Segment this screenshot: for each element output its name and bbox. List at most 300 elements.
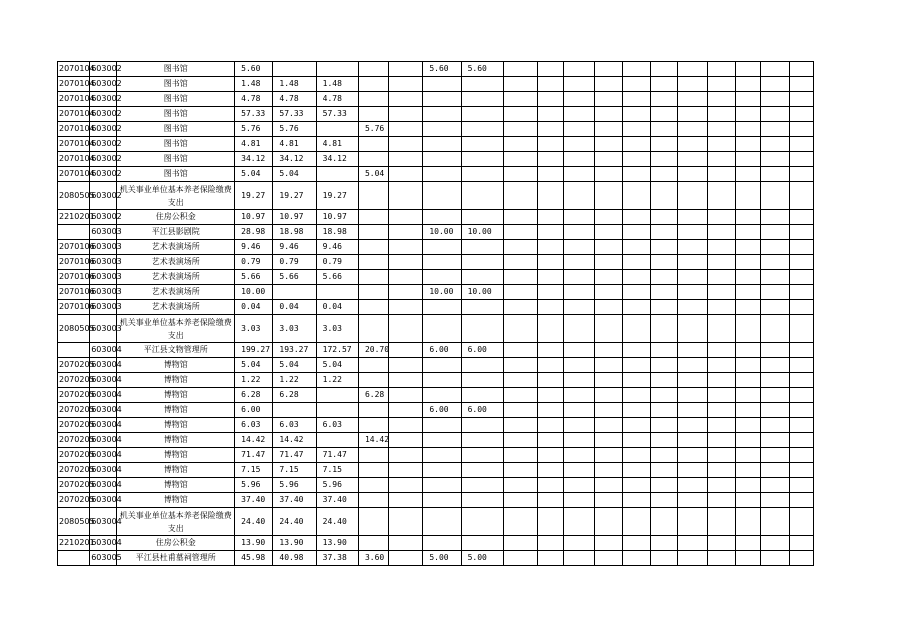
empty-cell <box>708 403 736 418</box>
empty-cell <box>503 508 537 536</box>
empty-cell <box>650 478 677 493</box>
amount-cell: 24.40 <box>273 508 316 536</box>
amount-cell <box>389 122 423 137</box>
amount-cell <box>389 62 423 77</box>
amount-cell <box>316 388 358 403</box>
empty-cell <box>503 240 537 255</box>
empty-cell <box>761 508 789 536</box>
empty-cell <box>564 240 595 255</box>
amount-cell <box>461 92 503 107</box>
empty-cell <box>503 152 537 167</box>
amount-cell: 57.33 <box>273 107 316 122</box>
empty-cell <box>564 508 595 536</box>
amount-cell: 1.48 <box>273 77 316 92</box>
table-row <box>58 210 814 225</box>
empty-cell <box>622 285 650 300</box>
empty-cell <box>622 403 650 418</box>
empty-cell <box>789 107 813 122</box>
amount-cell <box>316 122 358 137</box>
budget-table <box>57 61 814 566</box>
table-row <box>58 358 814 373</box>
empty-cell <box>677 107 707 122</box>
empty-cell <box>761 137 789 152</box>
empty-cell <box>503 62 537 77</box>
empty-cell <box>622 315 650 343</box>
org-code-cell: 603003 <box>90 315 117 343</box>
function-code-cell: 2070205 <box>58 418 90 433</box>
function-code-cell: 2070106 <box>58 300 90 315</box>
org-code-cell: 603004 <box>90 448 117 463</box>
empty-cell <box>677 463 707 478</box>
empty-cell <box>677 270 707 285</box>
amount-cell: 24.40 <box>235 508 273 536</box>
empty-cell <box>595 92 622 107</box>
empty-cell <box>622 536 650 551</box>
function-code-cell <box>58 551 90 566</box>
empty-cell <box>650 315 677 343</box>
amount-cell: 5.00 <box>423 551 461 566</box>
empty-cell <box>736 300 761 315</box>
empty-cell <box>708 433 736 448</box>
function-code-cell: 2070205 <box>58 478 90 493</box>
amount-cell <box>423 433 461 448</box>
empty-cell <box>538 107 564 122</box>
function-code-cell: 2070205 <box>58 358 90 373</box>
empty-cell <box>595 270 622 285</box>
empty-cell <box>708 240 736 255</box>
amount-cell: 5.04 <box>316 358 358 373</box>
amount-cell: 57.33 <box>316 107 358 122</box>
empty-cell <box>761 478 789 493</box>
amount-cell <box>358 300 388 315</box>
amount-cell <box>461 255 503 270</box>
empty-cell <box>622 107 650 122</box>
empty-cell <box>503 418 537 433</box>
empty-cell <box>650 77 677 92</box>
function-code-cell: 2210201 <box>58 536 90 551</box>
empty-cell <box>789 255 813 270</box>
item-name-cell: 艺术表演场所 <box>117 270 235 285</box>
empty-cell <box>761 152 789 167</box>
empty-cell <box>736 62 761 77</box>
function-code-cell: 2070205 <box>58 448 90 463</box>
empty-cell <box>595 448 622 463</box>
empty-cell <box>708 358 736 373</box>
amount-cell: 37.40 <box>235 493 273 508</box>
amount-cell <box>423 358 461 373</box>
table-row <box>58 270 814 285</box>
empty-cell <box>622 122 650 137</box>
empty-cell <box>761 225 789 240</box>
amount-cell <box>461 300 503 315</box>
amount-cell: 18.98 <box>273 225 316 240</box>
empty-cell <box>564 167 595 182</box>
amount-cell <box>358 373 388 388</box>
empty-cell <box>708 225 736 240</box>
empty-cell <box>538 210 564 225</box>
amount-cell: 13.90 <box>273 536 316 551</box>
amount-cell: 3.03 <box>316 315 358 343</box>
table-row <box>58 107 814 122</box>
empty-cell <box>761 62 789 77</box>
amount-cell <box>461 152 503 167</box>
org-code-cell: 603004 <box>90 403 117 418</box>
empty-cell <box>595 403 622 418</box>
amount-cell: 172.57 <box>316 343 358 358</box>
function-code-cell: 2070106 <box>58 240 90 255</box>
empty-cell <box>708 152 736 167</box>
empty-cell <box>789 285 813 300</box>
amount-cell <box>273 285 316 300</box>
amount-cell: 71.47 <box>273 448 316 463</box>
amount-cell: 18.98 <box>316 225 358 240</box>
empty-cell <box>595 240 622 255</box>
amount-cell <box>389 92 423 107</box>
table-row <box>58 122 814 137</box>
empty-cell <box>650 388 677 403</box>
function-code-cell: 2070104 <box>58 77 90 92</box>
empty-cell <box>736 463 761 478</box>
amount-cell: 57.33 <box>235 107 273 122</box>
item-name-cell: 住房公积金 <box>117 536 235 551</box>
amount-cell <box>389 536 423 551</box>
amount-cell <box>358 210 388 225</box>
amount-cell <box>423 240 461 255</box>
amount-cell: 45.98 <box>235 551 273 566</box>
amount-cell: 4.78 <box>273 92 316 107</box>
amount-cell <box>358 478 388 493</box>
empty-cell <box>761 493 789 508</box>
empty-cell <box>595 182 622 210</box>
empty-cell <box>595 300 622 315</box>
amount-cell <box>423 255 461 270</box>
empty-cell <box>538 62 564 77</box>
amount-cell <box>461 167 503 182</box>
amount-cell <box>389 77 423 92</box>
empty-cell <box>564 255 595 270</box>
table-row <box>58 433 814 448</box>
empty-cell <box>595 418 622 433</box>
empty-cell <box>761 107 789 122</box>
item-name-cell: 博物馆 <box>117 358 235 373</box>
empty-cell <box>677 137 707 152</box>
amount-cell: 5.76 <box>273 122 316 137</box>
item-name-cell: 住房公积金 <box>117 210 235 225</box>
empty-cell <box>595 285 622 300</box>
empty-cell <box>622 77 650 92</box>
empty-cell <box>503 358 537 373</box>
item-name-cell: 图书馆 <box>117 77 235 92</box>
empty-cell <box>650 536 677 551</box>
empty-cell <box>789 343 813 358</box>
empty-cell <box>677 448 707 463</box>
empty-cell <box>708 493 736 508</box>
empty-cell <box>503 210 537 225</box>
table-row <box>58 62 814 77</box>
empty-cell <box>538 225 564 240</box>
amount-cell <box>358 240 388 255</box>
item-name-cell: 图书馆 <box>117 107 235 122</box>
table-row <box>58 137 814 152</box>
amount-cell: 5.66 <box>235 270 273 285</box>
empty-cell <box>677 403 707 418</box>
amount-cell <box>423 107 461 122</box>
empty-cell <box>789 167 813 182</box>
amount-cell <box>461 122 503 137</box>
empty-cell <box>503 478 537 493</box>
empty-cell <box>622 373 650 388</box>
amount-cell: 7.15 <box>273 463 316 478</box>
empty-cell <box>789 536 813 551</box>
empty-cell <box>708 388 736 403</box>
empty-cell <box>564 551 595 566</box>
empty-cell <box>736 77 761 92</box>
empty-cell <box>650 433 677 448</box>
amount-cell <box>389 403 423 418</box>
function-code-cell: 2070106 <box>58 270 90 285</box>
item-name-cell: 图书馆 <box>117 137 235 152</box>
empty-cell <box>595 167 622 182</box>
org-code-cell: 603002 <box>90 137 117 152</box>
table-row <box>58 373 814 388</box>
empty-cell <box>538 77 564 92</box>
amount-cell: 1.22 <box>235 373 273 388</box>
amount-cell <box>461 448 503 463</box>
org-code-cell: 603002 <box>90 92 117 107</box>
amount-cell <box>389 373 423 388</box>
empty-cell <box>538 373 564 388</box>
table-row <box>58 448 814 463</box>
amount-cell <box>389 315 423 343</box>
org-code-cell: 603004 <box>90 493 117 508</box>
empty-cell <box>789 225 813 240</box>
empty-cell <box>736 388 761 403</box>
item-name-cell: 机关事业单位基本养老保险缴费支出 <box>117 182 235 210</box>
function-code-cell: 2070104 <box>58 137 90 152</box>
empty-cell <box>564 418 595 433</box>
empty-cell <box>736 107 761 122</box>
empty-cell <box>708 122 736 137</box>
empty-cell <box>708 300 736 315</box>
amount-cell <box>316 433 358 448</box>
empty-cell <box>677 152 707 167</box>
amount-cell: 7.15 <box>235 463 273 478</box>
amount-cell <box>423 92 461 107</box>
item-name-cell: 图书馆 <box>117 152 235 167</box>
amount-cell <box>423 270 461 285</box>
empty-cell <box>622 463 650 478</box>
amount-cell: 6.03 <box>273 418 316 433</box>
amount-cell <box>358 285 388 300</box>
amount-cell: 5.00 <box>461 551 503 566</box>
amount-cell: 1.48 <box>235 77 273 92</box>
org-code-cell: 603004 <box>90 388 117 403</box>
empty-cell <box>564 433 595 448</box>
empty-cell <box>538 403 564 418</box>
org-code-cell: 603002 <box>90 107 117 122</box>
empty-cell <box>595 373 622 388</box>
amount-cell <box>389 433 423 448</box>
amount-cell: 20.70 <box>358 343 388 358</box>
empty-cell <box>708 92 736 107</box>
empty-cell <box>564 493 595 508</box>
empty-cell <box>708 508 736 536</box>
amount-cell <box>389 478 423 493</box>
function-code-cell: 2070104 <box>58 167 90 182</box>
empty-cell <box>622 493 650 508</box>
empty-cell <box>564 478 595 493</box>
org-code-cell: 603004 <box>90 373 117 388</box>
amount-cell: 37.40 <box>316 493 358 508</box>
empty-cell <box>564 403 595 418</box>
amount-cell <box>358 448 388 463</box>
empty-cell <box>564 536 595 551</box>
item-name-cell: 机关事业单位基本养老保险缴费支出 <box>117 315 235 343</box>
org-code-cell: 603004 <box>90 508 117 536</box>
amount-cell <box>358 107 388 122</box>
amount-cell: 0.79 <box>235 255 273 270</box>
amount-cell <box>423 122 461 137</box>
empty-cell <box>677 225 707 240</box>
empty-cell <box>503 167 537 182</box>
empty-cell <box>564 182 595 210</box>
empty-cell <box>622 152 650 167</box>
empty-cell <box>708 373 736 388</box>
empty-cell <box>736 137 761 152</box>
org-code-cell: 603004 <box>90 463 117 478</box>
empty-cell <box>595 62 622 77</box>
amount-cell <box>389 285 423 300</box>
amount-cell: 9.46 <box>273 240 316 255</box>
empty-cell <box>677 478 707 493</box>
empty-cell <box>677 418 707 433</box>
amount-cell <box>389 448 423 463</box>
empty-cell <box>595 493 622 508</box>
empty-cell <box>503 285 537 300</box>
item-name-cell: 博物馆 <box>117 433 235 448</box>
empty-cell <box>595 433 622 448</box>
amount-cell <box>389 152 423 167</box>
empty-cell <box>564 62 595 77</box>
empty-cell <box>736 403 761 418</box>
empty-cell <box>677 167 707 182</box>
amount-cell <box>358 315 388 343</box>
empty-cell <box>761 403 789 418</box>
amount-cell: 5.04 <box>235 167 273 182</box>
empty-cell <box>622 448 650 463</box>
amount-cell: 24.40 <box>316 508 358 536</box>
amount-cell <box>389 343 423 358</box>
empty-cell <box>736 418 761 433</box>
empty-cell <box>538 152 564 167</box>
item-name-cell: 博物馆 <box>117 403 235 418</box>
empty-cell <box>564 358 595 373</box>
empty-cell <box>503 493 537 508</box>
amount-cell: 0.04 <box>316 300 358 315</box>
amount-cell: 6.00 <box>461 403 503 418</box>
amount-cell: 6.28 <box>358 388 388 403</box>
empty-cell <box>708 478 736 493</box>
amount-cell: 6.03 <box>235 418 273 433</box>
amount-cell <box>461 107 503 122</box>
empty-cell <box>564 225 595 240</box>
empty-cell <box>761 315 789 343</box>
empty-cell <box>595 478 622 493</box>
empty-cell <box>538 478 564 493</box>
amount-cell: 5.04 <box>273 358 316 373</box>
empty-cell <box>622 92 650 107</box>
empty-cell <box>736 343 761 358</box>
empty-cell <box>708 107 736 122</box>
amount-cell <box>423 77 461 92</box>
empty-cell <box>538 358 564 373</box>
empty-cell <box>708 210 736 225</box>
amount-cell <box>358 152 388 167</box>
amount-cell <box>423 167 461 182</box>
amount-cell: 10.97 <box>316 210 358 225</box>
amount-cell: 14.42 <box>273 433 316 448</box>
amount-cell: 10.00 <box>423 285 461 300</box>
empty-cell <box>650 240 677 255</box>
empty-cell <box>595 358 622 373</box>
empty-cell <box>595 210 622 225</box>
item-name-cell: 博物馆 <box>117 463 235 478</box>
empty-cell <box>622 62 650 77</box>
empty-cell <box>761 536 789 551</box>
empty-cell <box>789 508 813 536</box>
amount-cell: 193.27 <box>273 343 316 358</box>
amount-cell <box>358 463 388 478</box>
empty-cell <box>503 343 537 358</box>
empty-cell <box>503 255 537 270</box>
amount-cell: 5.76 <box>235 122 273 137</box>
empty-cell <box>789 300 813 315</box>
empty-cell <box>708 167 736 182</box>
table-row <box>58 255 814 270</box>
empty-cell <box>538 343 564 358</box>
item-name-cell: 图书馆 <box>117 122 235 137</box>
empty-cell <box>789 493 813 508</box>
empty-cell <box>677 255 707 270</box>
empty-cell <box>622 300 650 315</box>
amount-cell <box>423 448 461 463</box>
empty-cell <box>708 463 736 478</box>
org-code-cell: 603004 <box>90 433 117 448</box>
amount-cell <box>316 167 358 182</box>
empty-cell <box>650 508 677 536</box>
amount-cell <box>461 137 503 152</box>
empty-cell <box>789 403 813 418</box>
amount-cell: 7.15 <box>316 463 358 478</box>
empty-cell <box>650 137 677 152</box>
empty-cell <box>564 300 595 315</box>
amount-cell: 9.46 <box>316 240 358 255</box>
empty-cell <box>761 182 789 210</box>
empty-cell <box>538 493 564 508</box>
empty-cell <box>789 210 813 225</box>
empty-cell <box>761 373 789 388</box>
amount-cell: 10.00 <box>235 285 273 300</box>
empty-cell <box>564 315 595 343</box>
empty-cell <box>538 270 564 285</box>
amount-cell <box>461 478 503 493</box>
item-name-cell: 艺术表演场所 <box>117 240 235 255</box>
amount-cell: 3.03 <box>273 315 316 343</box>
empty-cell <box>736 508 761 536</box>
empty-cell <box>789 358 813 373</box>
amount-cell <box>461 358 503 373</box>
amount-cell <box>461 418 503 433</box>
